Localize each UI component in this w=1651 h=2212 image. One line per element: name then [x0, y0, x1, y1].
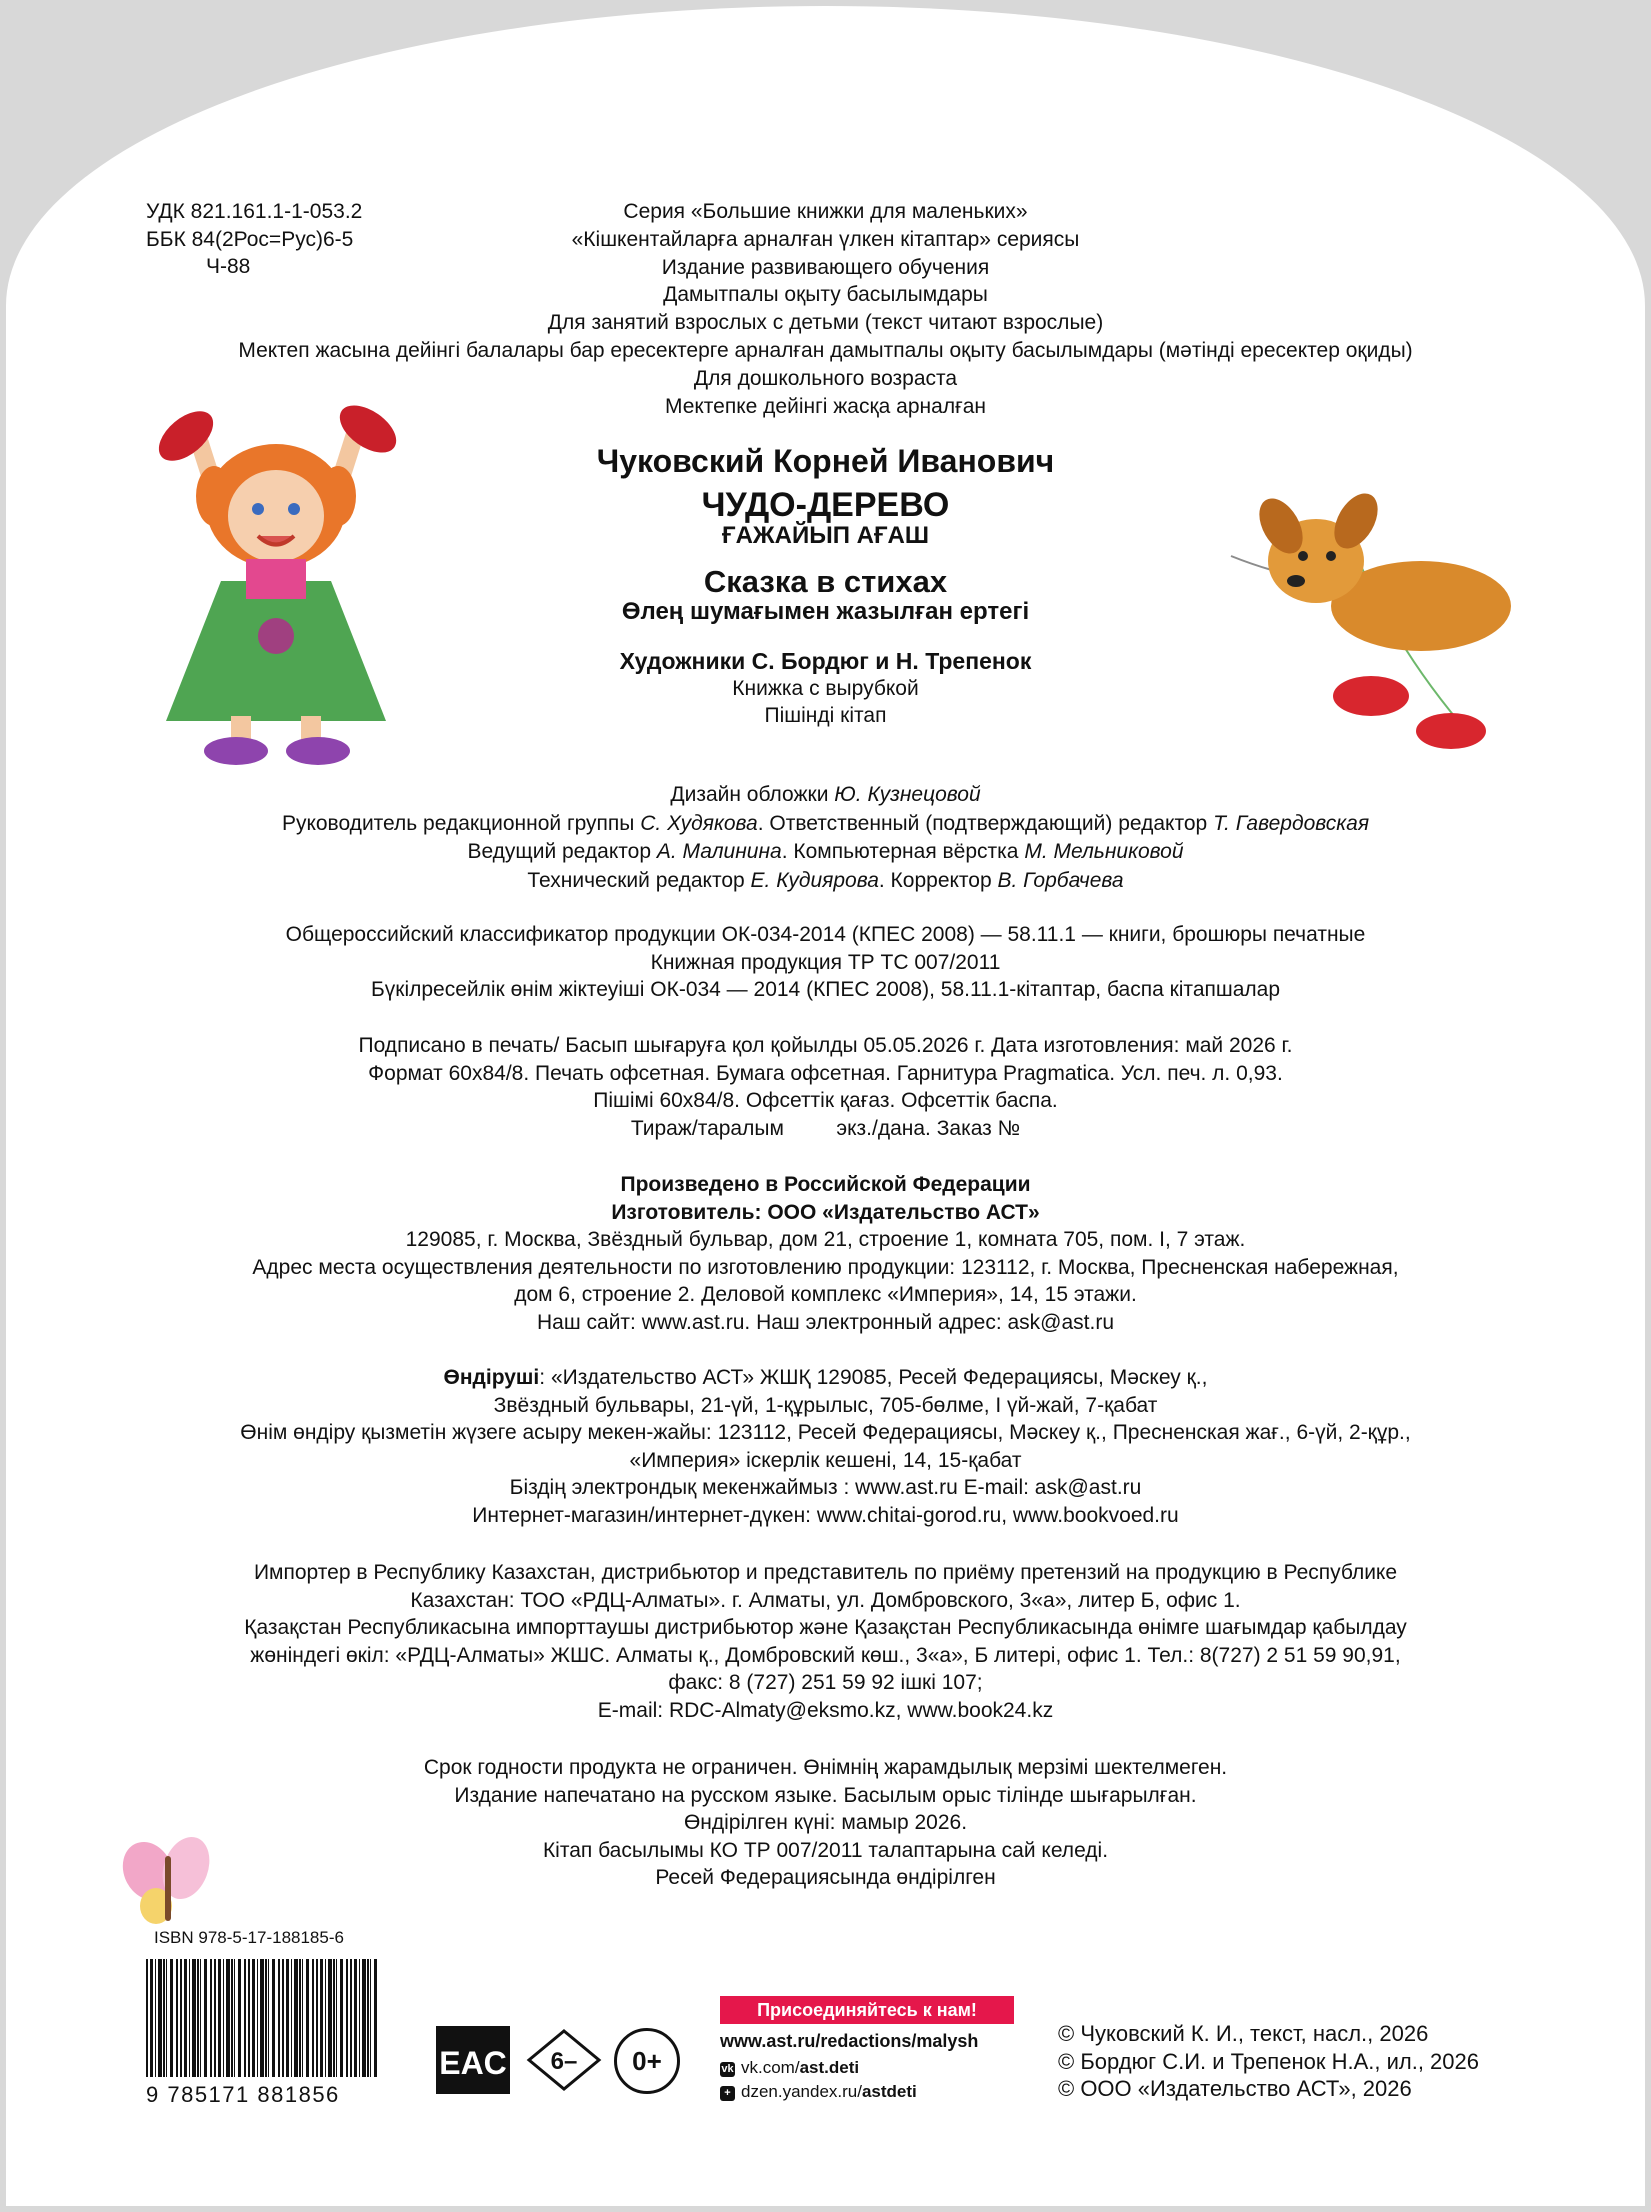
shelf-line: Өндірілген күні: мамыр 2026.	[683, 1811, 968, 1835]
credit-label: . Корректор	[878, 868, 998, 892]
title-block	[6, 441, 1645, 729]
age-6-text: 6–	[550, 2048, 578, 2075]
barcode-bar	[192, 1959, 196, 2077]
cover-design-line	[6, 781, 1645, 810]
barcode-bar	[180, 1959, 182, 2077]
importer-line: Қазақстан Республикасына импорттаушы дистрибьютор және Қазақстан Республикасында өнімге шағымдар қабылдау	[244, 1616, 1407, 1640]
barcode-bar	[265, 1959, 267, 2077]
series-line: Серия «Большие книжки для маленьких»	[623, 200, 1028, 223]
barcode-bar	[231, 1959, 233, 2077]
copyright-line: © ООО «Издательство АСТ», 2026	[1058, 2076, 1412, 2101]
barcode-bar	[238, 1959, 241, 2077]
series-line: Издание развивающего обучения	[661, 255, 990, 279]
credit-name: Е. Кудиярова	[750, 868, 879, 892]
barcode-bar	[336, 1959, 337, 2077]
series-block	[6, 198, 1645, 420]
print-line: Подписано в печать/ Басып шығаруға қол қойылды 05.05.2026 г. Дата изготовления: май 2026 г.	[358, 1034, 1293, 1057]
tech-editor-line	[6, 867, 1645, 896]
barcode-bar	[302, 1959, 303, 2077]
importer-line: Казахстан: ТОО «РДЦ-Алматы». г. Алматы, ул. Домбровского, 3«а», литер Б, офис 1.	[410, 1588, 1241, 1612]
link-path: astdeti	[861, 2082, 917, 2101]
credit-name: Ю. Кузнецовой	[834, 783, 981, 806]
importer-line: E-mail: RDC-Almaty@eksmo.kz, www.book24.kz	[597, 1698, 1054, 1722]
barcode-bar	[260, 1959, 264, 2077]
credit-label: Ведущий редактор	[467, 840, 657, 863]
credit-name: М. Мельниковой	[1024, 840, 1184, 863]
book-imprint-page	[6, 6, 1645, 2206]
credit-label: . Ответственный (подтверждающий) редактор	[757, 811, 1214, 835]
barcode-bar	[312, 1959, 314, 2077]
barcode-bar	[214, 1959, 216, 2077]
producer-line: Звёздный бульвары, 21-үй, 1-құрылыс, 705-бөлме, I үй-жай, 7-қабат	[493, 1393, 1158, 1417]
butterfly-illustration	[116, 1826, 216, 1936]
barcode-bar	[244, 1959, 246, 2077]
barcode-bar	[218, 1959, 221, 2077]
barcode-bar	[350, 1959, 352, 2077]
barcode-bar	[316, 1959, 318, 2077]
producer-label: Өндіруші	[443, 1366, 540, 1389]
age-6-mark-icon	[526, 2028, 602, 2092]
barcode-bar	[320, 1959, 323, 2077]
barcode-bar	[226, 1959, 230, 2077]
barcode-bar	[257, 1959, 258, 2077]
barcode-bar	[248, 1959, 250, 2077]
print-line: Тираж/таралым экз./дана. Заказ №	[630, 1116, 1021, 1140]
barcode-bar	[370, 1959, 371, 2077]
maker: Изготовитель: ООО «Издательство АСТ»	[611, 1200, 1040, 1224]
barcode-bar	[176, 1959, 178, 2077]
editorial-group-line	[6, 810, 1645, 839]
isbn-label: ISBN 978-5-17-188185-6	[154, 1928, 344, 1947]
classifier-block	[6, 921, 1645, 1004]
producer-line: Интернет-магазин/интернет-дүкен: www.chitai-gorod.ru, www.bookvoed.ru	[472, 1503, 1179, 1527]
producer-line: Өнім өндіру қызметін жүзеге асыру мекен-жайы: 123112, Ресей Федерациясы, Мәскеу қ., Пресненская жағ., 6-үй, 2-құр.,	[240, 1421, 1411, 1445]
credits-block	[6, 781, 1645, 895]
barcode-bar	[333, 1959, 335, 2077]
credit-label: Руководитель редакционной группы	[281, 811, 641, 835]
credit-name: Т. Гавердовская	[1213, 811, 1370, 835]
producer-line	[6, 1364, 1645, 1392]
artists: Художники С. Бордюг и Н. Трепенок	[619, 648, 1032, 674]
producer-kz-block	[6, 1364, 1645, 1530]
barcode-bar	[328, 1959, 332, 2077]
shelf-line: Издание напечатано на русском языке. Басылым орыс тілінде шығарылған.	[454, 1783, 1197, 1807]
barcode-bar	[291, 1959, 292, 2077]
barcode-bar	[294, 1959, 298, 2077]
credit-label: Дизайн обложки	[670, 783, 835, 806]
producer-line: Біздің электрондық мекенжаймыз : www.ast.ru E-mail: ask@ast.ru	[509, 1476, 1142, 1500]
age-rating-badge: 0+	[614, 2028, 680, 2094]
link-prefix: dzen.yandex.ru/	[741, 2082, 862, 2101]
importer-block	[6, 1559, 1645, 1725]
series-line: Для дошкольного возраста	[693, 366, 958, 390]
series-line: Мектеп жасына дейінгі балалары бар ересектерге арналған дамытпалы оқыту басылымдары (мәтінді ересектер оқиды)	[238, 338, 1413, 362]
barcode-bar	[223, 1959, 224, 2077]
barcode-bar	[252, 1959, 255, 2077]
barcode-bar	[189, 1959, 190, 2077]
barcode-bar	[367, 1959, 369, 2077]
author-name: Чуковский Корней Иванович	[596, 443, 1055, 479]
vk-icon: vk	[721, 2063, 734, 2075]
credit-name: А. Малинина	[656, 840, 782, 863]
barcode-bar	[354, 1959, 357, 2077]
lead-editor-line	[6, 838, 1645, 867]
barcode-bar	[325, 1959, 326, 2077]
producer-line: «Империя» іскерлік кешені, 14, 15-қабат	[629, 1448, 1022, 1472]
shelf-line: Срок годности продукта не ограничен. Өнімнің жарамдылық мерзімі шектелмеген.	[423, 1756, 1228, 1779]
producer-text: : «Издательство АСТ» ЖШҚ 129085, Ресей Федерациясы, Мәскеу қ.,	[539, 1366, 1208, 1389]
importer-line: Импортер в Республику Казахстан, дистрибьютор и представитель по приёму претензий на продукцию в Республике	[253, 1561, 1398, 1584]
barcode-bar	[272, 1959, 275, 2077]
importer-line: факс: 8 (727) 251 59 92 ішкі 107;	[668, 1671, 983, 1695]
series-line: Мектепке дейінгі жасқа арналған	[664, 394, 987, 418]
barcode-bar	[184, 1959, 187, 2077]
series-line: Дамытпалы оқыту басылымдары	[663, 283, 988, 307]
link-path: redactions/malysh	[820, 2031, 979, 2051]
barcode-bar	[234, 1959, 235, 2077]
link-path: ast.deti	[799, 2058, 860, 2077]
author-mark: Ч-88	[206, 255, 251, 278]
barcode-bar	[362, 1959, 366, 2077]
barcode-bar	[374, 1959, 377, 2077]
barcode-bar	[278, 1959, 280, 2077]
website-link[interactable]	[720, 2031, 978, 2052]
link-prefix: vk.com/	[741, 2058, 800, 2077]
shelf-line: Ресей Федерациясында өндірілген	[655, 1866, 996, 1890]
print-line: Пішімі 60x84/8. Офсеттік қағаз. Офсеттік баспа.	[593, 1089, 1058, 1113]
genre: Сказка в стихах	[703, 564, 948, 599]
series-line: «Кішкентайларға арналған үлкен кітаптар» сериясы	[571, 227, 1080, 251]
barcode-bar	[210, 1959, 212, 2077]
vk-link[interactable]	[720, 2058, 859, 2078]
shelf-life-block	[6, 1754, 1645, 1892]
barcode-bar	[155, 1959, 156, 2077]
barcode-bar	[150, 1959, 153, 2077]
barcode-bar	[299, 1959, 301, 2077]
copyright-line: © Бордюг С.И. и Трепенок Н.А., ил., 2026	[1058, 2048, 1479, 2074]
classifier-line: Книжная продукция ТР ТС 007/2011	[650, 950, 1001, 974]
dzen-icon: +	[720, 2086, 735, 2101]
classifier-line: Общероссийский классификатор продукции ОК-034-2014 (КПЕС 2008) — 58.11.1 — книги, брошюры печатные	[285, 923, 1366, 946]
classifier-line: Бүкілресейлік өнім жіктеуіші ОК-034 — 2014 (КПЕС 2008), 58.11.1-кітаптар, баспа кітапшалар	[370, 978, 1281, 1002]
barcode-bar	[197, 1959, 199, 2077]
eac-mark-text: EAC	[439, 2045, 507, 2081]
credit-name: В. Горбачева	[997, 868, 1124, 892]
address-line: Наш сайт: www.ast.ru. Наш электронный адрес: ask@ast.ru	[536, 1310, 1115, 1334]
book-title: ЧУДО-ДЕРЕВО	[701, 486, 950, 524]
address-line: Адрес места осуществления деятельности по изготовлению продукции: 123112, г. Москва, Пресненская набережная,	[252, 1255, 1399, 1279]
barcode-bar	[340, 1959, 343, 2077]
barcode-bar	[306, 1959, 309, 2077]
print-info-block	[6, 1032, 1645, 1142]
link-prefix: www.ast.ru/	[720, 2031, 821, 2051]
barcode-bar	[268, 1959, 269, 2077]
dzen-link[interactable]	[720, 2082, 917, 2102]
barcode-bar	[166, 1959, 167, 2077]
genre-kz: Өлең шумағымен жазылған ертегі	[621, 598, 1030, 625]
barcode-bar	[282, 1959, 284, 2077]
address-line: дом 6, строение 2. Деловой комплекс «Империя», 14, 15 этажи.	[514, 1283, 1137, 1307]
made-in: Произведено в Российской Федерации	[620, 1173, 1031, 1196]
join-us-banner: Присоединяйтесь к нам!	[720, 1996, 1014, 2024]
barcode-bar	[346, 1959, 348, 2077]
address-line: 129085, г. Москва, Звёздный бульвар, дом 21, строение 1, комната 705, пом. I, 7 этаж.	[405, 1228, 1246, 1252]
barcode-bar	[170, 1959, 173, 2077]
barcode-bar	[158, 1959, 162, 2077]
eac-mark-icon	[436, 2026, 510, 2094]
udk-code: УДК 821.161.1-1-053.2	[146, 200, 363, 223]
book-format-kz: Пішінді кітап	[764, 704, 887, 727]
importer-line: жөніндегі өкіл: «РДЦ-Алматы» ЖШС. Алматы қ., Домбровский көш., 3«а», Б литері, офис 1. Тел.: 8(727) 2 51 59 90,91,	[250, 1643, 1401, 1667]
copyright-block	[1058, 2020, 1479, 2103]
barcode-bar	[359, 1959, 360, 2077]
barcode-bar	[163, 1959, 165, 2077]
book-format: Книжка с вырубкой	[732, 677, 919, 700]
credit-name: С. Худякова	[640, 811, 758, 835]
barcode-bar	[286, 1959, 289, 2077]
manufacturer-block	[6, 1171, 1645, 1337]
barcode-number: 9 785171 881856	[146, 2082, 340, 2107]
barcode	[144, 1959, 384, 2079]
book-title-kz: ҒАЖАЙЫП АҒАШ	[721, 522, 929, 549]
shelf-line: Кітап басылымы КО ТР 007/2011 талаптарына сай келеді.	[542, 1838, 1109, 1862]
bbk-code: ББК 84(2Рос=Рус)6-5	[146, 227, 354, 251]
print-line: Формат 60x84/8. Печать офсетная. Бумага офсетная. Гарнитура Pragmatica. Усл. печ. л. 0,93.	[368, 1061, 1283, 1085]
barcode-bar	[200, 1959, 201, 2077]
credit-label: . Компьютерная вёрстка	[781, 840, 1025, 863]
barcode-bar	[146, 1959, 148, 2077]
barcode-bar	[204, 1959, 207, 2077]
credit-label: Технический редактор	[527, 868, 751, 892]
series-line: Для занятий взрослых с детьми (текст читают взрослые)	[547, 311, 1104, 335]
copyright-line: © Чуковский К. И., текст, насл., 2026	[1058, 2021, 1429, 2046]
